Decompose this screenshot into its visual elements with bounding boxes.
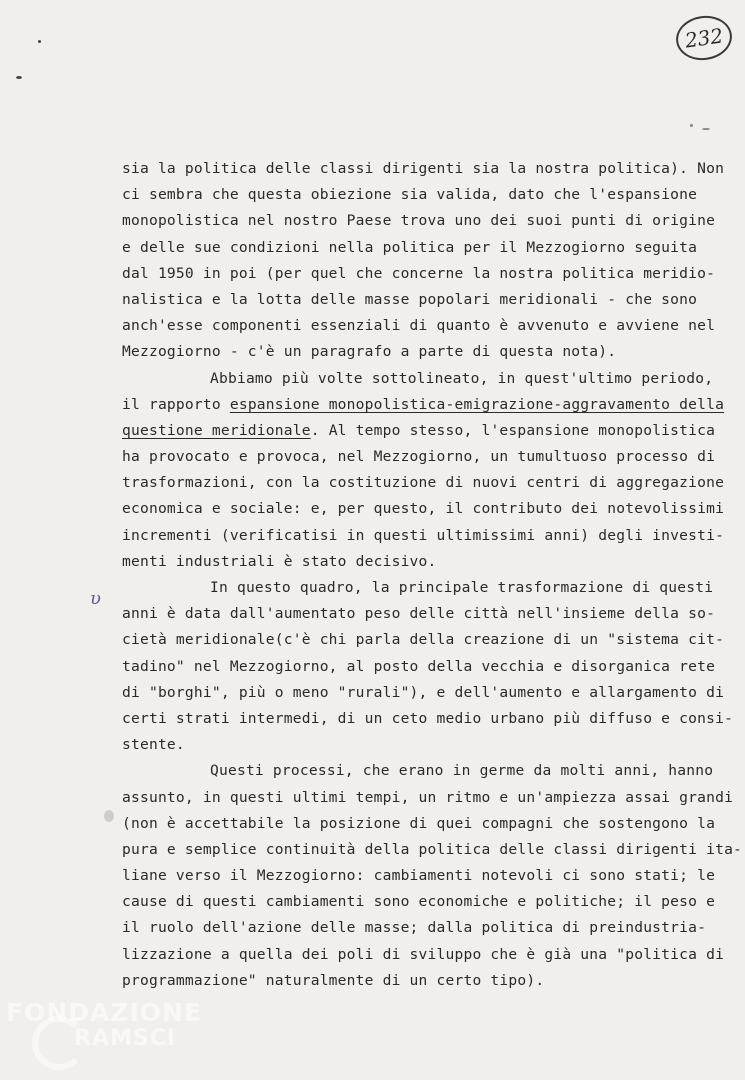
ink-speck: [702, 128, 710, 130]
text-line: anch'esse componenti essenziali di quanto è avvenuto e avviene nel: [122, 317, 716, 335]
text-line: sia la politica delle classi dirigenti sia la nostra politica). Non: [122, 160, 725, 177]
text-line: Abbiamo più volte sottolineato, in quest'ultimo periodo,: [210, 369, 714, 387]
ink-speck: [16, 76, 22, 79]
ink-speck: [38, 40, 41, 43]
margin-smudge: [104, 810, 114, 822]
text-line: programmazione" naturalmente di un certo tipo).: [122, 971, 545, 989]
text-line: incrementi (verificatisi in questi ultimissimi anni) degli investi-: [122, 526, 725, 544]
text-line: ha provocato e provoca, nel Mezzogiorno, un tumultuoso processo di: [122, 448, 716, 466]
text-line: il ruolo dell'azione delle masse; dalla politica di preindustria-: [122, 919, 707, 937]
underlined-phrase: espansione monopolistica-emigrazione-aggravamento della: [229, 395, 725, 413]
underlined-phrase: questione meridionale: [122, 421, 311, 439]
watermark-text: FONDAZIONE: [6, 998, 203, 1027]
text-line: cause di questi cambiamenti sono economiche e politiche; il peso e: [122, 893, 716, 911]
text-line: liane verso il Mezzogiorno: cambiamenti notevoli ci sono stati; le: [122, 867, 716, 885]
text-line: [122, 418, 722, 444]
text-line: economica e sociale: e, per questo, il contributo dei notevolissimi: [122, 500, 725, 518]
text-fragment: . Al tempo stesso, l'espansione monopolistica: [310, 421, 716, 439]
ink-speck: [690, 124, 693, 127]
text-line: In questo quadro, la principale trasformazione di questi: [210, 579, 714, 596]
text-line: [122, 392, 725, 418]
margin-annotation: υ: [90, 588, 101, 609]
watermark-logo: [0, 994, 220, 1074]
text-line: menti industriali è stato decisivo.: [122, 552, 437, 570]
text-line: lizzazione a quella dei poli di sviluppo che è già una "politica di: [122, 945, 725, 963]
text-line: di "borghi", più o meno "rurali"), e dell'aumento e allargamento di: [122, 683, 725, 701]
text-line: Mezzogiorno - c'è un paragrafo a parte di questa nota).: [122, 343, 617, 361]
text-line: Questi processi, che erano in germe da molti anni, hanno: [210, 762, 714, 780]
text-line: ci sembra che questa obiezione sia valida, dato che l'espansione: [122, 186, 698, 204]
text-line: e delle sue condizioni nella politica per il Mezzogiorno seguita: [122, 238, 698, 256]
text-line: monopolistica nel nostro Paese trova uno dei suoi punti di origine: [122, 212, 716, 230]
text-line: dal 1950 in poi (per quel che concerne la nostra politica meridio-: [122, 264, 716, 282]
text-line: trasformazioni, con la costituzione di nuovi centri di aggregazione: [122, 474, 725, 492]
text-line: cietà meridionale(c'è chi parla della creazione di un "sistema cit-: [122, 631, 725, 649]
text-line: nalistica e la lotta delle masse popolari meridionali - che sono: [122, 290, 698, 308]
text-line: certi strati intermedi, di un ceto medio urbano più diffuso e consi-: [122, 709, 734, 727]
text-line: stente.: [122, 736, 185, 754]
typed-text: [122, 156, 743, 994]
text-line: tadino" nel Mezzogiorno, al posto della vecchia e disorganica rete: [122, 657, 716, 675]
text-line: (non è accettabile la posizione di quei compagni che sostengono la: [122, 814, 716, 832]
watermark-text: RAMSCI: [74, 1026, 177, 1051]
text-line: anni è data dall'aumentato peso delle città nell'insieme della so-: [122, 605, 716, 623]
text-fragment: il rapporto: [122, 395, 230, 413]
text-line: pura e semplice continuità della politica delle classi dirigenti ita-: [122, 840, 743, 858]
text-line: assunto, in questi ultimi tempi, un ritmo e un'ampiezza assai grandi: [122, 788, 734, 806]
page-number: 232: [673, 12, 735, 63]
